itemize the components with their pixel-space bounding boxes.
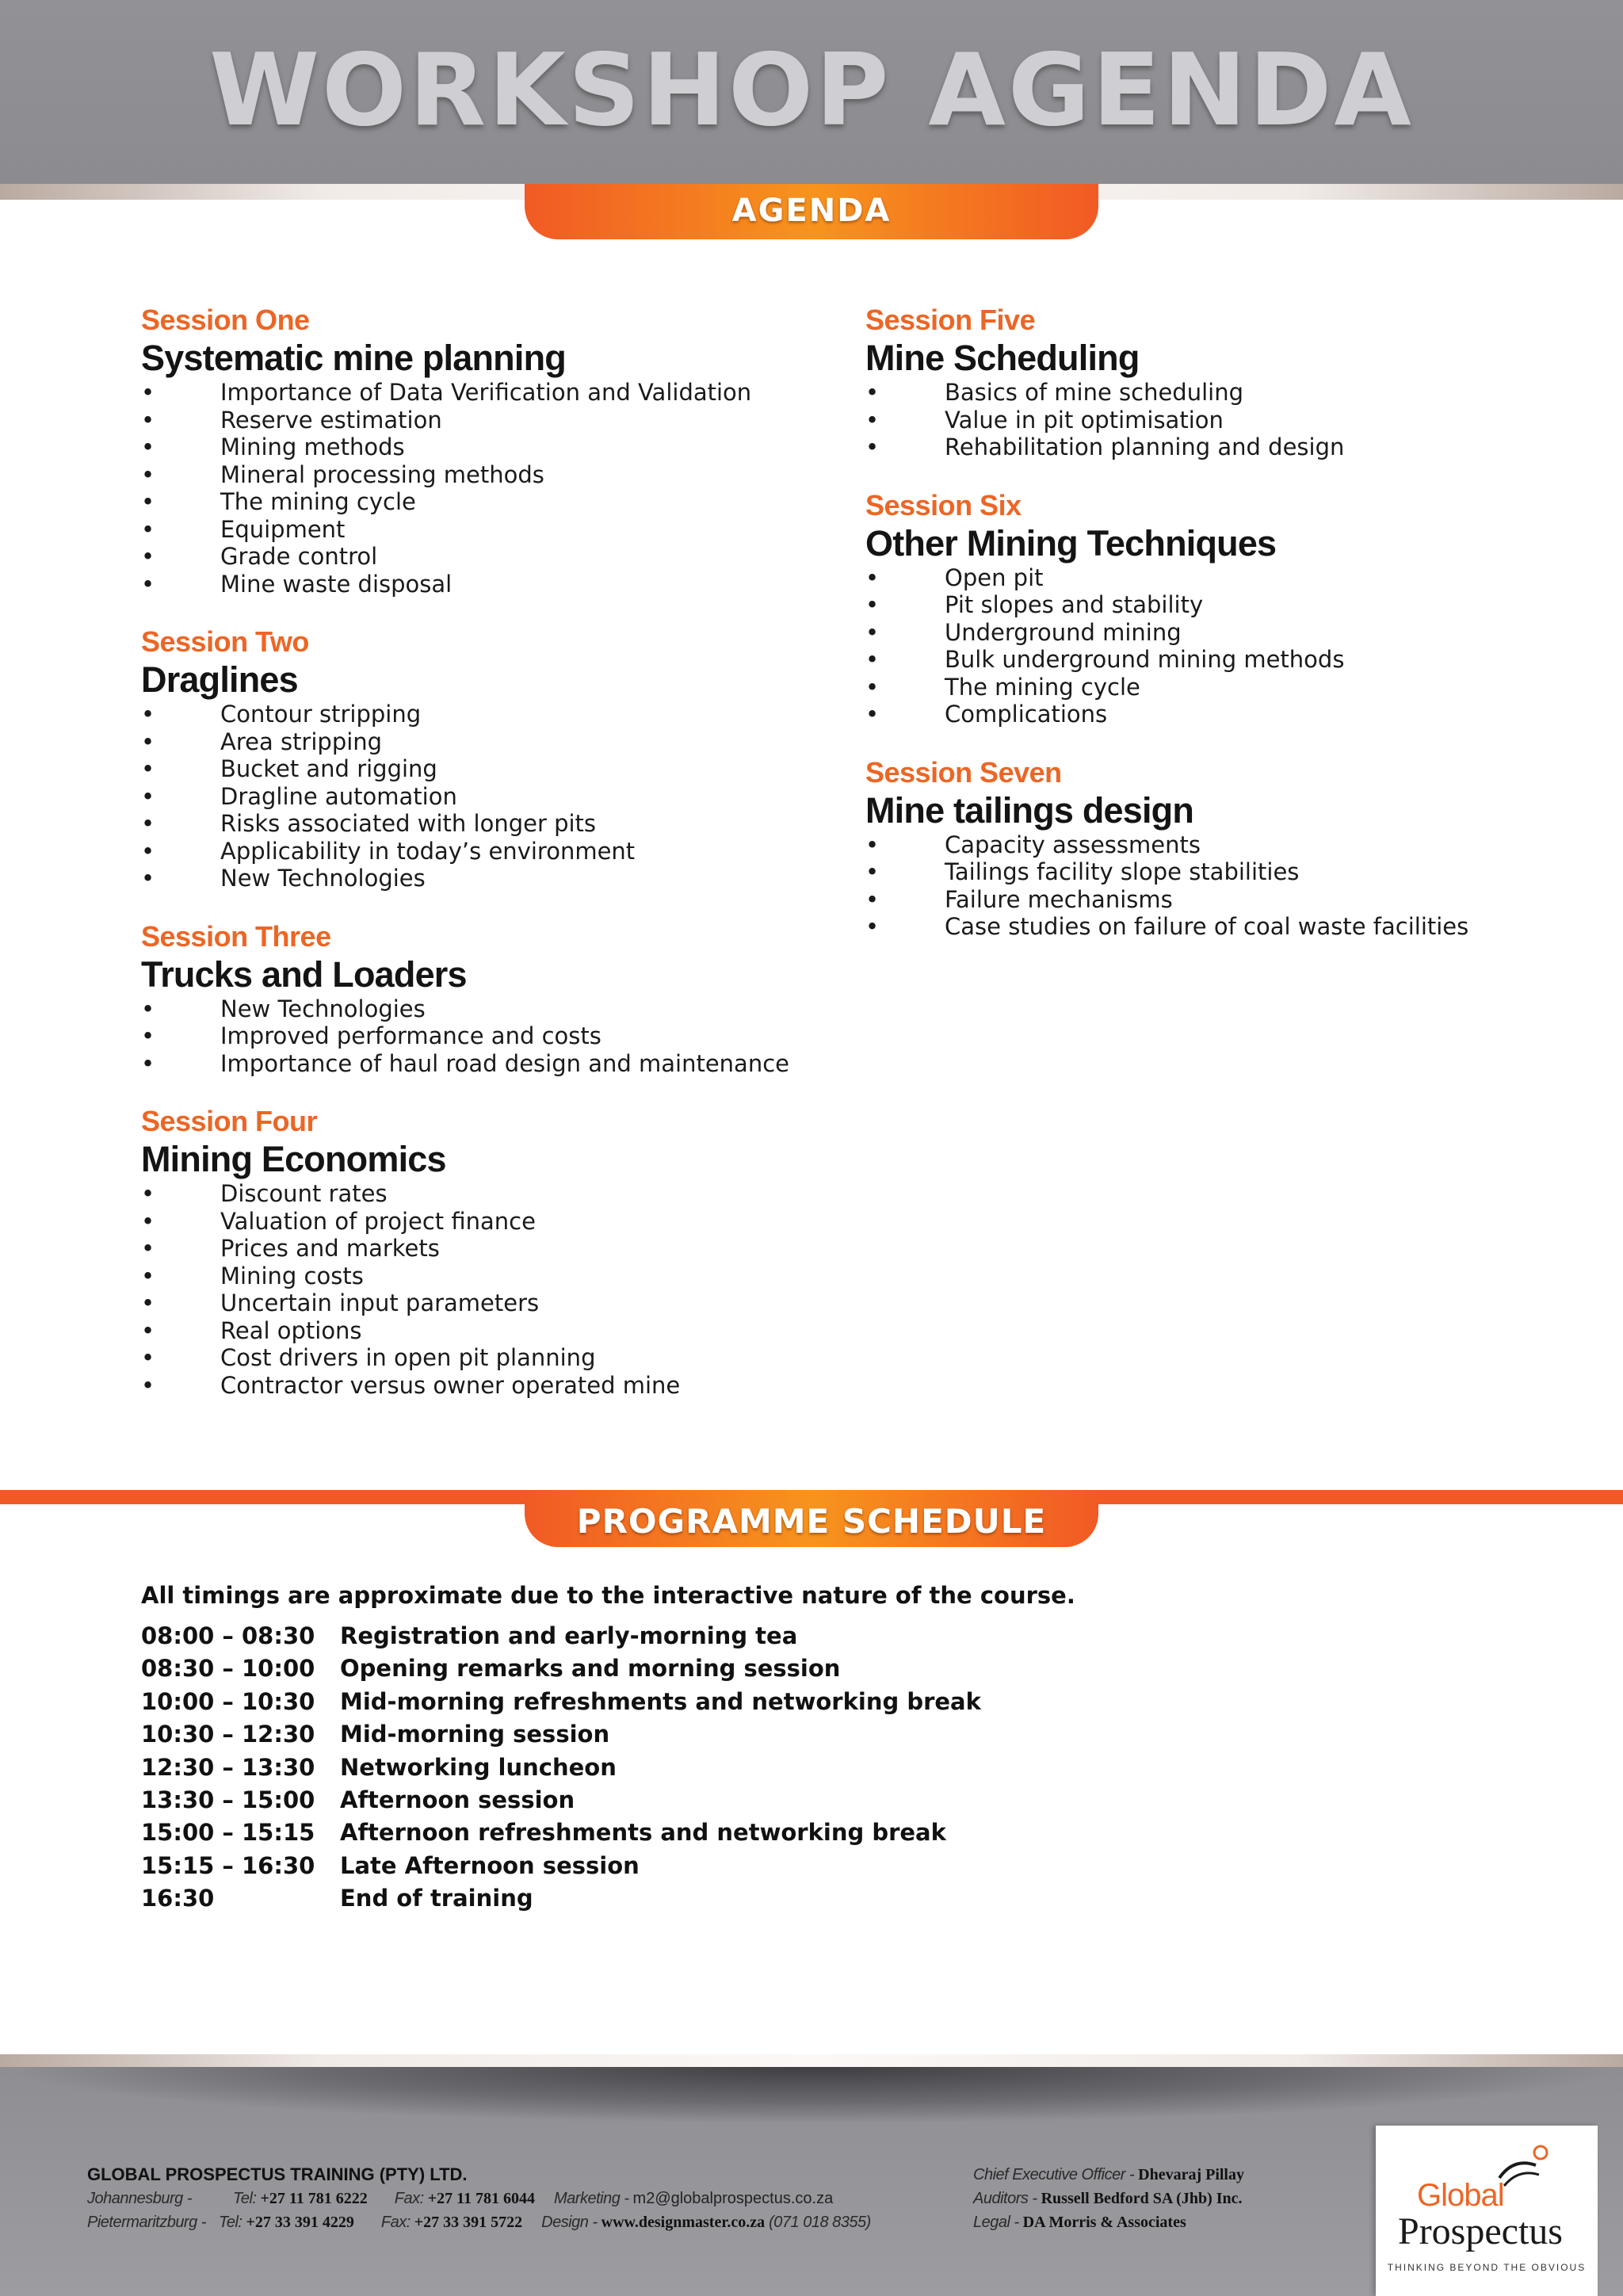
session-block bbox=[141, 919, 823, 1078]
bullet-icon: • bbox=[865, 434, 880, 460]
marketing-label: Marketing - bbox=[554, 2190, 629, 2207]
programme-note: All timings are approximate due to the interactive nature of the course. bbox=[141, 1582, 1075, 1609]
list-item-text: Mineral processing methods bbox=[220, 460, 544, 488]
bullet-icon: • bbox=[141, 543, 155, 570]
jhb-tel-label: Tel: bbox=[232, 2190, 257, 2207]
session-block bbox=[865, 303, 1547, 461]
list-item bbox=[141, 461, 823, 489]
pmb-tel-label: Tel: bbox=[218, 2214, 242, 2231]
schedule-row bbox=[141, 1686, 981, 1718]
design-phone: (071 018 8355) bbox=[769, 2214, 871, 2231]
list-item-text: Bulk underground mining methods bbox=[945, 646, 1345, 673]
schedule-activity: Mid-morning refreshments and networking break bbox=[340, 1687, 981, 1715]
bullet-icon: • bbox=[141, 995, 155, 1022]
footer-pietermaritzburg-line bbox=[87, 2214, 871, 2232]
list-item bbox=[141, 810, 823, 838]
schedule-activity: Mid-morning session bbox=[340, 1721, 610, 1748]
legal-name: DA Morris & Associates bbox=[1022, 2214, 1186, 2231]
list-item bbox=[865, 701, 1547, 728]
bullet-icon: • bbox=[865, 673, 880, 701]
schedule-activity: End of training bbox=[340, 1885, 533, 1912]
list-item-text: New Technologies bbox=[220, 865, 426, 892]
session-title: Other Mining Techniques bbox=[865, 522, 1277, 563]
session-block bbox=[865, 755, 1547, 941]
list-item bbox=[865, 564, 1547, 592]
bullet-icon: • bbox=[141, 1344, 155, 1371]
list-item-text: Discount rates bbox=[220, 1180, 388, 1207]
list-item-text: Uncertain input parameters bbox=[220, 1289, 540, 1316]
session-block bbox=[865, 488, 1547, 728]
session-block bbox=[141, 625, 823, 892]
logo-word-prospectus: Prospectus bbox=[1398, 2210, 1563, 2252]
list-item bbox=[141, 379, 823, 407]
list-item bbox=[141, 1344, 823, 1372]
footer-divider bbox=[0, 2054, 1623, 2067]
logo-word-global: Global bbox=[1417, 2178, 1504, 2213]
list-item-text: Capacity assessments bbox=[945, 831, 1201, 858]
schedule-time: 16:30 bbox=[141, 1885, 215, 1912]
bullet-icon: • bbox=[865, 858, 880, 885]
legal-label: Legal - bbox=[973, 2214, 1019, 2231]
list-item bbox=[141, 516, 823, 544]
bullet-icon: • bbox=[865, 406, 880, 434]
schedule-activity: Networking luncheon bbox=[340, 1753, 617, 1781]
bullet-icon: • bbox=[865, 885, 880, 913]
list-item-text: Importance of haul road design and maintenance bbox=[220, 1049, 789, 1077]
schedule-activity: Late Afternoon session bbox=[340, 1851, 640, 1879]
logo-tagline: THINKING BEYOND THE OBVIOUS bbox=[1387, 2262, 1587, 2273]
list-item bbox=[865, 858, 1547, 886]
bullet-icon: • bbox=[865, 591, 880, 618]
auditors-label: Auditors - bbox=[973, 2190, 1037, 2207]
session-label: Session Seven bbox=[865, 755, 1062, 789]
list-item bbox=[141, 543, 823, 571]
list-item bbox=[865, 434, 1547, 461]
list-item bbox=[141, 407, 823, 434]
footer-legal-line bbox=[973, 2214, 1186, 2232]
bullet-icon: • bbox=[141, 1289, 155, 1316]
session-title: Trucks and Loaders bbox=[141, 953, 467, 995]
pmb-label: Pietermaritzburg - bbox=[87, 2214, 206, 2231]
list-item-text: Complications bbox=[945, 701, 1108, 728]
pmb-fax: +27 33 391 5722 bbox=[414, 2214, 523, 2231]
list-item-text: Rehabilitation planning and design bbox=[945, 434, 1345, 460]
list-item-text: Valuation of project finance bbox=[220, 1207, 536, 1235]
bullet-icon: • bbox=[141, 1180, 155, 1207]
schedule-time: 15:15 – 16:30 bbox=[141, 1851, 315, 1879]
bullet-icon: • bbox=[141, 701, 155, 728]
list-item bbox=[141, 783, 823, 811]
list-item-text: Prices and markets bbox=[220, 1235, 440, 1262]
schedule-row bbox=[141, 1652, 981, 1685]
footer-ceo-line bbox=[973, 2166, 1244, 2184]
session-title: Mining Economics bbox=[141, 1139, 446, 1179]
company-name: GLOBAL PROSPECTUS TRAINING (PTY) LTD. bbox=[87, 2164, 468, 2184]
session-label: Session Five bbox=[865, 304, 1036, 336]
bullet-icon: • bbox=[865, 831, 880, 858]
schedule-time: 10:00 – 10:30 bbox=[141, 1687, 315, 1715]
bullet-icon: • bbox=[141, 1235, 155, 1262]
list-item-text: Basics of mine scheduling bbox=[945, 379, 1243, 406]
bullet-icon: • bbox=[141, 1371, 155, 1399]
schedule-time: 10:30 – 12:30 bbox=[141, 1721, 315, 1748]
schedule-row bbox=[141, 1718, 981, 1751]
list-item bbox=[865, 674, 1547, 701]
pmb-fax-label: Fax: bbox=[380, 2214, 411, 2231]
schedule-activity: Opening remarks and morning session bbox=[340, 1655, 841, 1683]
list-item-text: Pit slopes and stability bbox=[945, 591, 1204, 618]
bullet-icon: • bbox=[141, 1207, 155, 1235]
session-title: Mine tailings design bbox=[865, 789, 1194, 831]
bullet-icon: • bbox=[141, 1316, 155, 1344]
schedule-row bbox=[141, 1817, 981, 1849]
list-item-text: Applicability in today’s environment bbox=[220, 837, 636, 865]
programme-tab: PROGRAMME SCHEDULE bbox=[525, 1490, 1098, 1547]
list-item bbox=[141, 755, 823, 783]
list-item bbox=[141, 1050, 823, 1078]
footer-shadow bbox=[24, 2067, 1601, 2122]
schedule-time: 08:30 – 10:00 bbox=[141, 1655, 315, 1683]
design-label: Design - bbox=[541, 2214, 598, 2231]
list-item bbox=[141, 1372, 823, 1400]
list-item-text: Mining methods bbox=[220, 434, 405, 460]
sessions-left-column bbox=[141, 303, 823, 1426]
list-item bbox=[141, 701, 823, 728]
bullet-icon: • bbox=[141, 1262, 155, 1289]
list-item bbox=[141, 1317, 823, 1345]
list-item-text: Failure mechanisms bbox=[945, 885, 1173, 913]
schedule-row bbox=[141, 1850, 981, 1882]
list-item-text: Real options bbox=[220, 1316, 362, 1344]
list-item-text: Mine waste disposal bbox=[220, 570, 453, 598]
bullet-icon: • bbox=[865, 563, 880, 591]
list-item bbox=[141, 838, 823, 865]
session-topic-list bbox=[141, 701, 823, 892]
list-item bbox=[865, 913, 1547, 941]
list-item-text: The mining cycle bbox=[945, 673, 1140, 701]
list-item bbox=[141, 728, 823, 756]
jhb-label: Johannesburg - bbox=[87, 2190, 192, 2207]
list-item-text: Risks associated with longer pits bbox=[220, 810, 597, 837]
bullet-icon: • bbox=[141, 460, 155, 488]
session-label: Session Two bbox=[141, 625, 309, 658]
list-item bbox=[865, 646, 1547, 674]
session-title: Systematic mine planning bbox=[141, 338, 566, 378]
list-item bbox=[141, 1235, 823, 1263]
logo-swoosh-icon bbox=[1495, 2143, 1558, 2191]
list-item-text: Mining costs bbox=[220, 1262, 364, 1289]
jhb-fax: +27 11 781 6044 bbox=[427, 2190, 535, 2207]
list-item bbox=[865, 831, 1547, 859]
bullet-icon: • bbox=[141, 406, 155, 434]
list-item bbox=[141, 1263, 823, 1290]
list-item-text: Contour stripping bbox=[220, 701, 422, 728]
list-item bbox=[141, 865, 823, 892]
session-label: Session Four bbox=[141, 1105, 318, 1137]
bullet-icon: • bbox=[141, 488, 155, 515]
list-item-text: Area stripping bbox=[220, 728, 383, 755]
session-block bbox=[141, 1104, 823, 1399]
session-title: Mine Scheduling bbox=[865, 338, 1140, 378]
session-topic-list bbox=[865, 831, 1547, 941]
list-item bbox=[141, 1022, 823, 1050]
list-item-text: Tailings facility slope stabilities bbox=[945, 858, 1300, 885]
session-label: Session Three bbox=[141, 919, 331, 953]
sessions-right-column bbox=[865, 303, 1547, 968]
bullet-icon: • bbox=[141, 728, 155, 755]
programme-schedule bbox=[141, 1620, 981, 1916]
bullet-icon: • bbox=[865, 701, 880, 728]
auditors-name: Russell Bedford SA (Jhb) Inc. bbox=[1041, 2190, 1243, 2207]
schedule-activity: Afternoon session bbox=[340, 1786, 575, 1814]
footer-auditors-line bbox=[973, 2190, 1243, 2208]
bullet-icon: • bbox=[141, 570, 155, 598]
bullet-icon: • bbox=[141, 1022, 155, 1049]
bullet-icon: • bbox=[865, 379, 880, 406]
list-item-text: New Technologies bbox=[220, 995, 426, 1022]
list-item bbox=[865, 591, 1547, 619]
list-item-text: Value in pit optimisation bbox=[945, 406, 1224, 434]
jhb-tel: +27 11 781 6222 bbox=[260, 2190, 368, 2207]
list-item bbox=[141, 571, 823, 598]
bullet-icon: • bbox=[141, 837, 155, 865]
session-topic-list bbox=[865, 379, 1547, 461]
design-url: www.designmaster.co.za bbox=[601, 2214, 766, 2231]
list-item bbox=[865, 886, 1547, 914]
schedule-time: 13:30 – 15:00 bbox=[141, 1786, 315, 1814]
schedule-row bbox=[141, 1752, 981, 1784]
footer-johannesburg-line bbox=[87, 2190, 833, 2208]
bullet-icon: • bbox=[141, 515, 155, 543]
list-item bbox=[141, 995, 823, 1023]
schedule-activity: Afternoon refreshments and networking break bbox=[340, 1819, 946, 1847]
list-item-text: Dragline automation bbox=[220, 782, 457, 810]
schedule-time: 15:00 – 15:15 bbox=[141, 1819, 315, 1847]
bullet-icon: • bbox=[865, 618, 880, 646]
bullet-icon: • bbox=[141, 782, 155, 810]
agenda-tab: AGENDA bbox=[525, 184, 1098, 239]
session-label: Session One bbox=[141, 304, 310, 336]
jhb-fax-label: Fax: bbox=[394, 2190, 424, 2207]
list-item bbox=[865, 619, 1547, 647]
list-item bbox=[865, 407, 1547, 434]
list-item-text: Importance of Data Verification and Validation bbox=[220, 379, 752, 406]
pmb-tel: +27 33 391 4229 bbox=[246, 2214, 354, 2231]
list-item-text: Equipment bbox=[220, 515, 346, 543]
bullet-icon: • bbox=[865, 646, 880, 673]
schedule-row bbox=[141, 1784, 981, 1817]
list-item bbox=[141, 1180, 823, 1208]
list-item-text: Improved performance and costs bbox=[220, 1022, 601, 1049]
ceo-name: Dhevaraj Pillay bbox=[1138, 2166, 1244, 2183]
company-logo bbox=[1376, 2126, 1598, 2296]
list-item bbox=[141, 1208, 823, 1236]
list-item-text: Bucket and rigging bbox=[220, 755, 437, 782]
bullet-icon: • bbox=[141, 379, 155, 406]
list-item-text: The mining cycle bbox=[220, 488, 416, 515]
bullet-icon: • bbox=[865, 913, 880, 940]
schedule-row bbox=[141, 1882, 981, 1915]
list-item bbox=[141, 1289, 823, 1317]
bullet-icon: • bbox=[141, 755, 155, 782]
ceo-label: Chief Executive Officer - bbox=[973, 2166, 1135, 2183]
session-topic-list bbox=[141, 1180, 823, 1399]
page-title: WORKSHOP AGENDA bbox=[209, 32, 1414, 148]
session-label: Session Six bbox=[865, 488, 1022, 521]
bullet-icon: • bbox=[141, 1049, 155, 1077]
schedule-activity: Registration and early-morning tea bbox=[340, 1622, 798, 1649]
session-topic-list bbox=[141, 379, 823, 598]
session-topic-list bbox=[865, 564, 1547, 728]
list-item-text: Reserve estimation bbox=[220, 406, 442, 434]
list-item-text: Underground mining bbox=[945, 618, 1182, 646]
list-item-text: Open pit bbox=[945, 563, 1044, 591]
bullet-icon: • bbox=[141, 434, 155, 460]
session-topic-list bbox=[141, 995, 823, 1078]
list-item-text: Contractor versus owner operated mine bbox=[220, 1371, 681, 1399]
marketing-email: m2@globalprospectus.co.za bbox=[632, 2190, 834, 2207]
list-item bbox=[141, 488, 823, 516]
session-block bbox=[141, 303, 823, 598]
schedule-time: 12:30 – 13:30 bbox=[141, 1753, 315, 1781]
list-item-text: Cost drivers in open pit planning bbox=[220, 1344, 596, 1371]
session-title: Draglines bbox=[141, 659, 298, 700]
list-item-text: Grade control bbox=[220, 543, 378, 570]
bullet-icon: • bbox=[141, 810, 155, 837]
list-item bbox=[865, 379, 1547, 407]
schedule-time: 08:00 – 08:30 bbox=[141, 1622, 315, 1649]
list-item bbox=[141, 434, 823, 461]
list-item-text: Case studies on failure of coal waste facilities bbox=[945, 913, 1469, 940]
bullet-icon: • bbox=[141, 865, 155, 892]
schedule-row bbox=[141, 1620, 981, 1652]
